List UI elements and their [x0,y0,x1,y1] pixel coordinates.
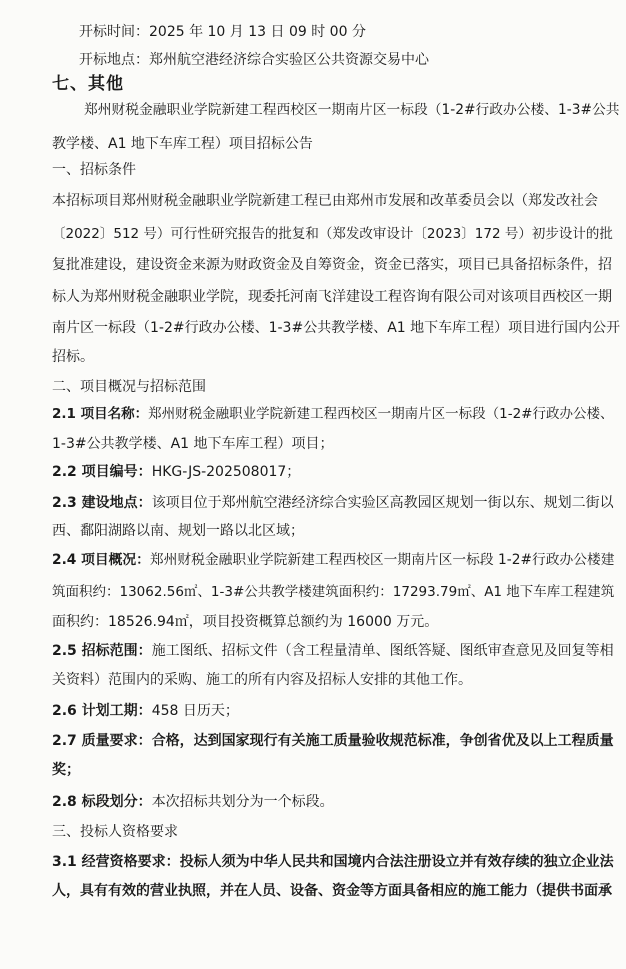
open-place-label: 开标地点： [79,52,149,68]
item-3-1-label: 3.1 经营资格要求： [52,854,180,870]
item-3-1 [52,852,614,872]
item-2-2-text: HKG-JS-202508017； [151,464,301,480]
s1-para-line-5: 南片区一标段（1-2#行政办公楼、1-3#公共教学楼、A1 地下车库工程）项目进行国内公开 [52,320,621,336]
item-2-5-text: 施工图纸、招标文件（含工程量清单、图纸答疑、图纸审查意见及回复等相 [151,643,614,659]
item-2-5-cont: 关资料）范围内的采购、施工的所有内容及招标人安排的其他工作。 [52,672,472,688]
item-2-2-label: 2.2 项目编号： [52,464,152,480]
section-2-heading: 二、项目概况与招标范围 [52,379,206,395]
item-3-1-text: 投标人须为中华人民共和国境内合法注册设立并有效存续的独立企业法 [179,854,614,870]
notice-title-line-1: 郑州财税金融职业学院新建工程西校区一期南片区一标段（1-2#行政办公楼、1-3#公共 [84,102,620,118]
item-2-8-text: 本次招标共划分为一个标段。 [151,794,334,810]
item-2-6-text: 458 日历天； [151,703,239,719]
item-3-1-cont: 人，具有有效的营业执照，并在人员、设备、资金等方面具备相应的施工能力（提供书面承 [52,883,612,899]
item-2-8 [52,792,334,812]
item-2-5-label: 2.5 招标范围： [52,643,152,659]
open-time-line [79,22,366,42]
s1-para-line-2: 〔2022〕512 号）可行性研究报告的批复和（郑发改审设计〔2023〕172 号）初步设计的批 [52,226,613,242]
open-place-line [79,50,429,70]
s1-para-line-4: 标人为郑州财税金融职业学院，现委托河南飞洋建设工程咨询有限公司对该项目西校区一期 [52,289,612,305]
item-2-7-cont: 奖； [52,762,80,778]
item-2-3-cont: 西、鄱阳湖路以南、规划一路以北区域； [52,523,304,539]
section-3-heading: 三、投标人资格要求 [52,824,178,840]
item-2-3-label: 2.3 建设地点： [52,495,152,511]
item-2-3 [52,493,614,513]
section-1-heading: 一、招标条件 [52,162,136,178]
item-2-3-text: 该项目位于郑州航空港经济综合实验区高教园区规划一街以东、规划二街以 [151,495,614,511]
item-2-4-cont-2: 面积约：18526.94㎡，项目投资概算总额约为 16000 万元。 [52,614,439,630]
item-2-1-cont: 1-3#公共教学楼、A1 地下车库工程）项目； [52,436,334,452]
s1-para-line-6: 招标。 [52,349,94,365]
item-2-4 [52,550,615,570]
item-2-4-text: 郑州财税金融职业学院新建工程西校区一期南片区一标段 1-2#行政办公楼建 [149,552,615,568]
item-2-7-text: 合格，达到国家现行有关施工质量验收规范标准，争创省优及以上工程质量 [151,733,614,749]
item-2-1-label: 2.1 项目名称： [52,406,149,422]
section-7-heading: 七、其他 [52,74,124,94]
item-2-7-label: 2.7 质量要求： [52,733,152,749]
item-2-1 [52,404,614,424]
s1-para-line-1: 本招标项目郑州财税金融职业学院新建工程已由郑州市发展和改革委员会以（郑发改社会 [52,193,598,209]
item-2-6-label: 2.6 计划工期： [52,703,152,719]
open-time-value: 2025 年 10 月 13 日 09 时 00 分 [149,24,366,40]
item-2-4-label: 2.4 项目概况： [52,552,150,568]
item-2-8-label: 2.8 标段划分： [52,794,152,810]
item-2-2 [52,462,300,482]
item-2-6 [52,701,239,721]
open-place-value: 郑州航空港经济综合实验区公共资源交易中心 [149,52,429,68]
item-2-7 [52,731,614,751]
notice-title-line-2: 教学楼、A1 地下车库工程）项目招标公告 [52,136,313,152]
item-2-5 [52,641,614,661]
s1-para-line-3: 复批准建设，建设资金来源为财政资金及自筹资金，资金已落实，项目已具备招标条件，招 [52,257,612,273]
open-time-label: 开标时间： [79,24,149,40]
item-2-4-cont-1: 筑面积约：13062.56㎡、1-3#公共教学楼建筑面积约：17293.79㎡、A1 地下车库工程建筑 [52,584,615,600]
item-2-1-text: 郑州财税金融职业学院新建工程西校区一期南片区一标段（1-2#行政办公楼、 [148,406,614,422]
